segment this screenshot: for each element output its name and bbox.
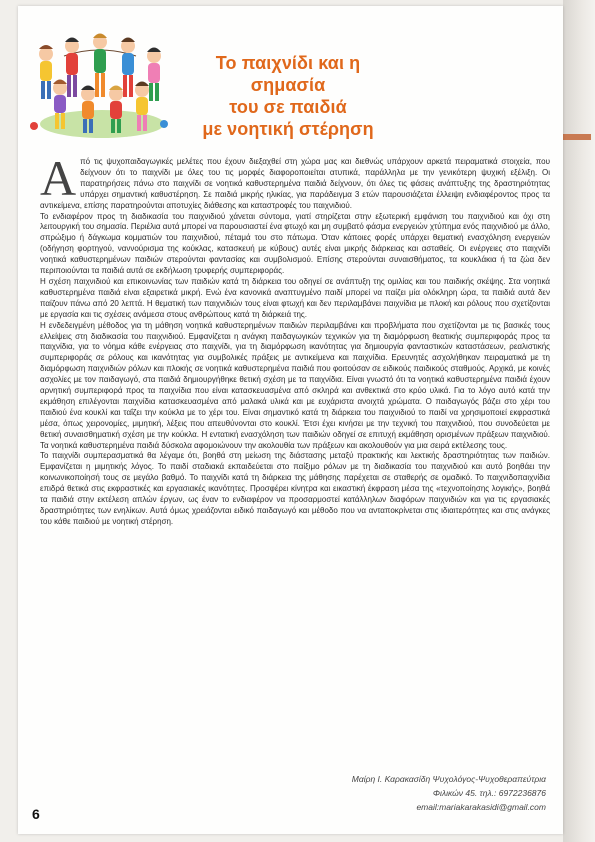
magazine-page	[18, 6, 563, 834]
page-number: 6	[32, 806, 40, 822]
paragraph: Η ενδεδειγμένη μέθοδος για τη μάθηση νοητικά καθυστερημένων παιδιών περιλαμβάνει και προβλήματα που σχετίζονται με τις βασικές τους ελλείψεις στη διαδικασία του παιχνιδιού. Εμφανίζεται η ανάγκη παιδαγωγικών τεχνικών για τη διαμόρφωση θεατικής συμπεριφοράς προς τα παιχνίδια, για το νόημα κάθε ενέργειας στο παιχνίδι, για τη διαμόρφωση ικανότητας για δημιουργία φανταστικών καταστάσεων, ρεαλιστικής συμπεριφοράς σε ρόλους και ικανότητας για συμβολικές πράξεις με αντικείμενα και παιχνίδια. Ερευνητές ασχολήθηκαν πειραματικά με τη διαμόρφωση παιχνιδιών ρόλων και πλοκής σε νοητικά καθυστερημένα παιδιά που φοιτούσαν σε ειδικούς παιδικούς σταθμούς. Αρχικά, με κοινές ασχολίες με τον παιδαγωγό, στα παιδιά δημιουργήθηκε θετική σχέση με τα παιχνίδια. Είναι γνωστό ότι τα νοητικά καθυστερημένα παιδιά έχουν αρνητική συμπεριφορά προς τα παιχνίδια που είναι κατασκευασμένα από σκληρά και ανθεκτικά στο κρύο υλικά. Για το λόγο αυτό κατά την εκμάθηση επιλέγονται παιχνίδια κατασκευασμένα από μαλακά υλικά και με ευχάριστα ανοιχτά χρώματα. Ο παιδαγωγός βάζει στο χέρι του παιδιού ένα κουκλί και ταΐζει την κούκλα με το χέρι του. Είναι σημαντικό κατά τη διάρκεια του παιχνιδιού το παιδί να χρησιμοποιεί εκφραστικά μέσα, όπως χειρονομίες, μιμητική, λέξεις που απευθύνονται στο κουκλί. Έτσι έχει κινήσει με την τεχνική του παιχνιδιού, που συνοδεύεται με θετική συναισθηματική σχέση με την κούκλα. Η εντατική ενασχόληση των παιδιών οδηγεί σε επιτυχή εκμάθηση ορισμένων πράξεων παιχνιδιού. Τα νοητικά καθυστερημένα παιδιά δύσκολα αφομοιώνουν την ακολουθία των πράξεων και ακολουθούν για μια σειρά εκτέλεσης τους.	[40, 320, 550, 450]
drop-cap: Α	[40, 150, 77, 206]
paragraph: Το παιχνίδι συμπερασματικά θα λέγαμε ότι, βοηθά στη μείωση της διάστασης μεταξύ πρακτικής και λεκτικής δραστηριότητας των παιδιών. Εμφανίζεται η μιμητικής λόγος. Το παιδί σταδιακά εκπαιδεύεται στο παίξιμο ρόλων με τη διαδικασία του παιχνιδιού και αυτό βοηθάει την κοινωνικοποίησή τους σε μεγάλο βαθμό. Το παιχνίδι κατά τη διάρκεια της μάθησης παρέχεται σε σταθερής σε ομαδικό. Το παιχνιδοπαιχνίδια επιδρά θετικά στις εκφραστικές και εργασιακές ικανότητες. Προσφέρει κίνητρα και εικαστική έκφραση μέσα της «τεχνοποίησης λογικής», βοηθά τα παιδιά στην εκτέλεση απλών έργων, ως έναν το ενδιαφέρον να προσαρμοστεί κατάλληλων διαφόρων παιχνιδιών και για τις εργασιακές δραστηριότητες των ενηλίκων. Αυτά όμως χρειάζονται ειδικό παιδαγωγό και μέθοδο που να ανταποκρίνεται στις ιδιαιτερότητες και στις ανάγκες του κάθε παιδιού με νοητική στέρηση.	[40, 451, 550, 526]
title-line: με νοητική στέρηση	[202, 119, 374, 139]
adjacent-page-edge	[563, 0, 595, 842]
article-title	[188, 52, 388, 140]
paragraph: Το ενδιαφέρον προς τη διαδικασία του παιχνιδιού χάνεται σύντομα, γιατί στηρίζεται στην εξωτερική εμφάνιση του παιχνιδιού και όχι στη λειτουργική του σημασία. Περιέλια αυτά μπορεί να παρουσιαστεί ένα φτωχό και μη συμβατό φάσμα ενεργειών χτύπημα ενός παιχνιδιού με άλλο, σπρώξιμο ή δάγκωμα κομματιών του παιχνιδιού, πέταμά του στο πάτωμα. Όταν κάποιες φορές υπάρχει θεματική ενασχόληση ενεργειών (οδήγηση φορτηγού, ναννούρισμα της κούκλας, κατασκευή με κύβους) αυτές είναι μικρής διάρκειας και ασταθείς. Οι ενέργειες στο παιχνίδι νοητικά καθυστερημένων παιδιών στερούνται φαντασίας και συμβολισμού. Επίσης στερούνται συναισθήματος, τα κουκλάκια ή τα ζώα δεν περιποιούνται τα παιδιά αυτά σε εκδήλωση τρυφερής συμπεριφοράς.	[40, 211, 550, 276]
author-signature	[308, 772, 546, 814]
author-contact: Φιλικών 45. τηλ.: 6972236876 email:mariakarakasidi@gmail.com	[416, 788, 546, 812]
paragraph: Από τις ψυχοπαιδαγωγικές μελέτες που έχουν διεξαχθεί στη χώρα μας και διεθνώς υπάρχουν αρκετά πειραματικά στοιχεία, που δείχνουν ότι το παιχνίδι με όλες του τις μορφές διαφοροποιείται ατυπικά, παράλληλα με την γενικότερη ψυχική εξέλιξη. Οι παρατηρήσεις πάνω στο παιχνίδι σε νοητικά καθυστερημένα παιδιά δείχνουν, ότι όλες τις φάσεις ανάπτυξης της δραστηριότητας υπάρχει σημαντική καθυστέρηση. Σε παιδιά μικρής ηλικίας, για παράδειγμα 3 ετών παρουσιάζεται έλλειψη ενδιαφέροντος προς τα αντικείμενα, επίσης παρατηρούνται αποτυχίες διάθεσης και καταστροφές του παιχνιδιού.	[40, 150, 550, 210]
title-line: του σε παιδιά	[229, 97, 347, 117]
title-line: Το παιχνίδι και η σημασία	[215, 53, 361, 95]
children-playing-illustration	[24, 16, 174, 148]
paragraph: Η σχέση παιχνιδιού και επικοινωνίας των παιδιών κατά τη διάρκεια του οδηγεί σε ανάπτυξη της ομιλίας και του παιδικής σκέψης. Στα νοητικά καθυστερημένα παιδιά είναι εξαιρετικά μικρή. Ενώ ένα κανονικά αναπτυγμένο παιδί μπορεί να παίζει μία ολόκληρη ώρα, τα παιδιά αυτά δεν παίζουν πάνω από 20 λεπτά. Η θεματική των παιχνιδιών τους είναι φτωχή και δεν περιλαμβάνει παιχνίδια με πλοκή και ρόλους που σχετίζονται με εργασία και τις σχέσεις ανάμεσα στους ανθρώπους κατά τη διάρκειά της.	[40, 276, 550, 319]
author-name: Μαίρη Ι. Καρακασίδη Ψυχολόγος-Ψυχοθεραπεύτρια	[351, 774, 546, 784]
adjacent-page-accent	[563, 134, 591, 140]
article-body	[40, 150, 550, 528]
